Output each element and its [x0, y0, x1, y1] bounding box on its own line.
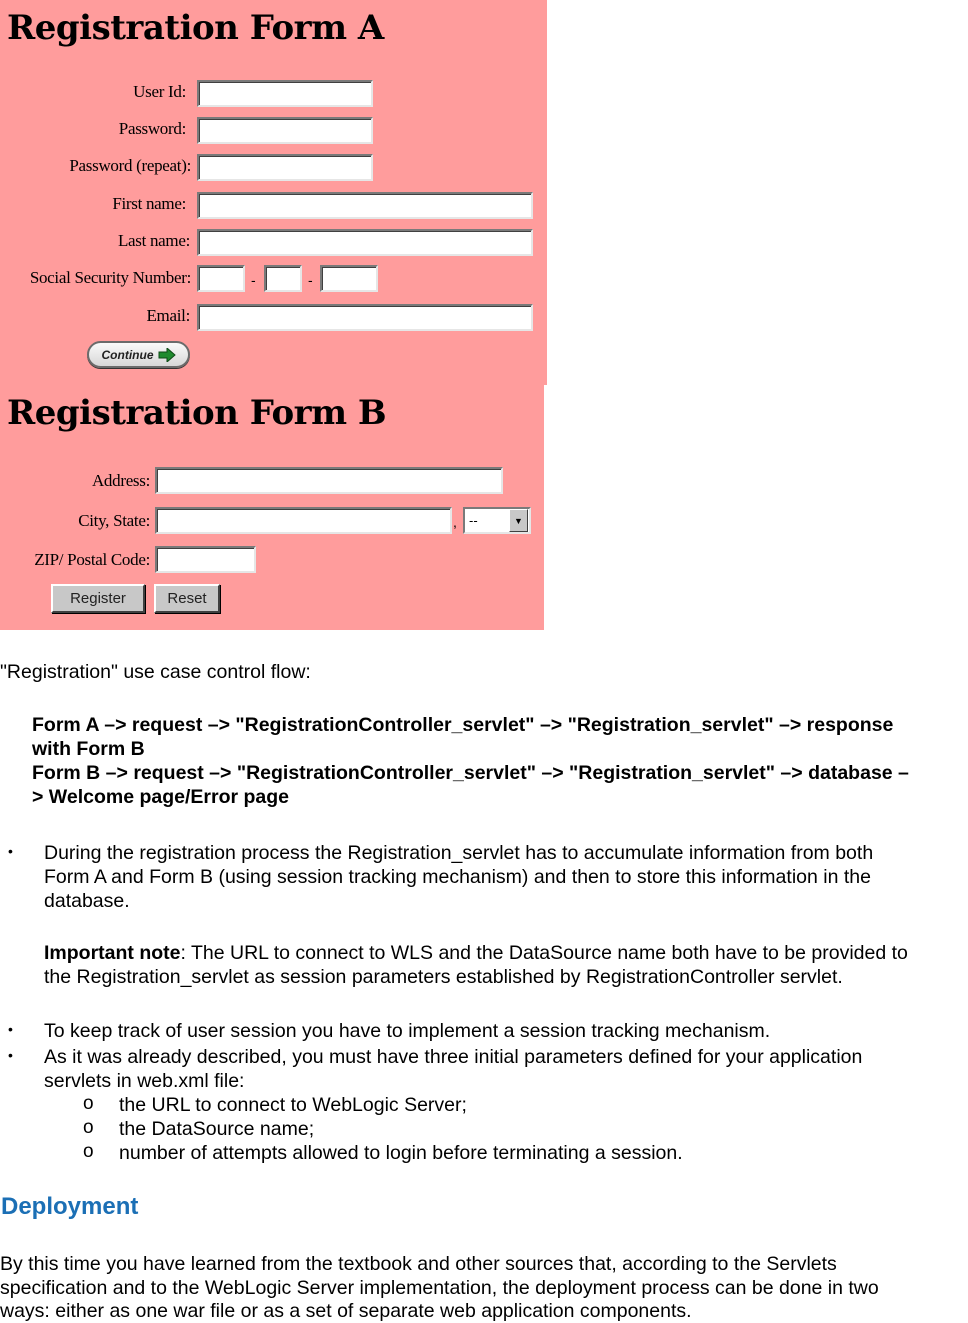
deployment-heading: Deployment [1, 1193, 139, 1220]
city-input[interactable] [155, 507, 452, 534]
city-state-label: City, State: [78, 511, 150, 530]
important-note-text: the Registration_servlet as session parameters established by RegistrationController servlet. [44, 966, 843, 988]
sub-item: the DataSource name; [119, 1118, 315, 1140]
reset-button[interactable]: Reset [154, 584, 220, 613]
sub-item: number of attempts allowed to login before terminating a session. [119, 1142, 683, 1164]
flow-line: Form A –> request –> "RegistrationController_servlet" –> "Registration_servlet" –> response [32, 714, 894, 736]
ssn-part-3-input[interactable] [320, 265, 378, 292]
zip-label: ZIP/ Postal Code: [34, 550, 150, 569]
chevron-down-icon[interactable]: ▼ [509, 509, 528, 532]
bullet-text: To keep track of user session you have to implement a session tracking mechanism. [44, 1020, 771, 1042]
sub-bullet-icon: o [83, 1117, 94, 1138]
deployment-text: ways: either as one war file or as a set of separate web application components. [0, 1300, 692, 1322]
email-label: Email: [146, 306, 190, 325]
bullet-icon: • [8, 843, 13, 859]
zip-input[interactable] [155, 546, 256, 573]
state-select-value: -- [469, 513, 478, 528]
bullet-text: As it was already described, you must have three initial parameters defined for your application [44, 1046, 863, 1068]
bullet-text: database. [44, 890, 130, 912]
user-id-label: User Id: [133, 82, 186, 101]
bullet-text: During the registration process the Registration_servlet has to accumulate information from both [44, 842, 874, 864]
important-note [44, 941, 908, 965]
sub-bullet-icon: o [83, 1093, 94, 1114]
intro-text: "Registration" use case control flow: [0, 661, 311, 683]
ssn-part-2-input[interactable] [264, 265, 302, 292]
important-note-label: Important note [44, 942, 181, 964]
password-label: Password: [118, 119, 186, 138]
address-label: Address: [91, 471, 150, 490]
bullet-icon: • [8, 1021, 13, 1037]
sub-bullet-icon: o [83, 1141, 94, 1162]
city-state-separator: , [453, 514, 457, 530]
ssn-separator: - [251, 272, 256, 288]
deployment-text: specification and to the WebLogic Server implementation, the deployment process can be done in two [0, 1277, 879, 1299]
password-input[interactable] [197, 117, 373, 144]
first-name-input[interactable] [197, 192, 533, 219]
flow-line: Form B –> request –> "RegistrationController_servlet" –> "Registration_servlet" –> database – [32, 762, 909, 784]
continue-button[interactable] [87, 341, 190, 368]
arrow-right-icon [158, 348, 176, 362]
deployment-text: By this time you have learned from the textbook and other sources that, according to the Servlets [0, 1253, 837, 1275]
form-b-title: Registration Form B [7, 393, 387, 433]
flow-line: > Welcome page/Error page [32, 786, 290, 808]
first-name-label: First name: [112, 194, 186, 213]
email-input[interactable] [197, 304, 533, 331]
form-a-title: Registration Form A [7, 8, 384, 48]
important-note-text: : The URL to connect to WLS and the DataSource name both have to be provided to [180, 942, 908, 964]
user-id-input[interactable] [197, 80, 373, 107]
register-button[interactable]: Register [51, 584, 145, 613]
flow-line: with Form B [32, 738, 145, 760]
ssn-separator: - [308, 272, 313, 288]
last-name-input[interactable] [197, 229, 533, 256]
ssn-part-1-input[interactable] [197, 265, 245, 292]
registration-form-a [0, 0, 547, 385]
ssn-label: Social Security Number: [29, 268, 191, 287]
bullet-icon: • [8, 1047, 13, 1063]
password-repeat-label: Password (repeat): [69, 156, 191, 175]
address-input[interactable] [155, 467, 503, 494]
continue-button-label: Continue [101, 347, 154, 362]
last-name-label: Last name: [117, 231, 190, 250]
sub-item: the URL to connect to WebLogic Server; [119, 1094, 467, 1116]
password-repeat-input[interactable] [197, 154, 373, 181]
bullet-text: Form A and Form B (using session tracking mechanism) and then to store this information in the [44, 866, 871, 888]
bullet-text: servlets in web.xml file: [44, 1070, 245, 1092]
state-select[interactable] [463, 507, 531, 534]
